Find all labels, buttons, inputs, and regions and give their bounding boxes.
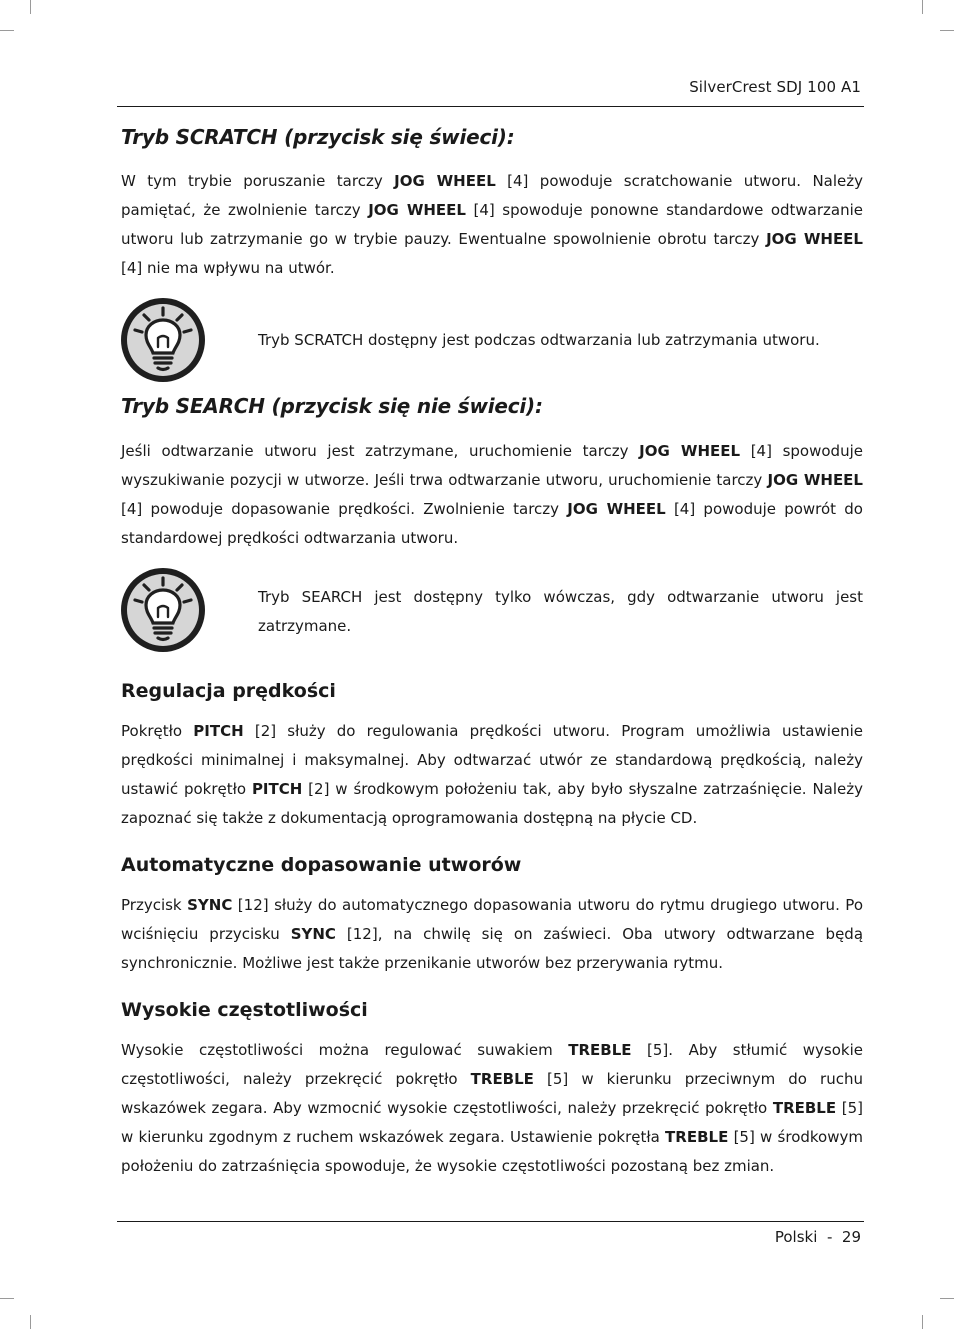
page-content [121, 120, 863, 1181]
crop-mark [940, 30, 954, 31]
footer-rule [117, 1221, 864, 1222]
tip-text-scratch: Tryb SCRATCH dostępny jest podczas odtwarzania lub zatrzymania utworu. [258, 331, 820, 349]
crop-mark [922, 0, 923, 14]
paragraph-treble: Wysokie częstotliwości można regulować suwakiem TREBLE [5]. Aby stłumić wysokie częstotliwości, należy przekręcić pokrętło TREBLE [5] w kierunku przeciwnym do ruchu wskazówek zegara. Aby wzmocnić wysokie częstotliwości, należy przekręcić pokrętło TREBLE [5] w kierunku zgodnym z ruchem wskazówek zegara. Ustawienie pokrętła TREBLE [5] w środkowym położeniu do zatrzaśnięcia spowoduje, że wysokie częstotliwości pozostaną bez zmian. [121, 1041, 863, 1175]
heading-sync: Automatyczne dopasowanie utworów [121, 854, 522, 876]
heading-pitch: Regulacja prędkości [121, 680, 336, 702]
footer-page-number: 29 [841, 1228, 861, 1246]
crop-mark [30, 1315, 31, 1329]
crop-mark [0, 1298, 14, 1299]
paragraph-sync: Przycisk SYNC [12] służy do automatycznego dopasowania utworu do rytmu drugiego utworu. Po wciśnięciu przycisku SYNC [12], na chwilę się on zaświeci. Oba utwory odtwarzane będą synchronicznie. Możliwe jest także przenikanie utworów bez przerywania rytmu. [121, 896, 864, 972]
header-rule [117, 106, 864, 107]
tip-text-search: Tryb SEARCH jest dostępny tylko wówczas, gdy odtwarzanie utworu jest zatrzymane. [258, 588, 863, 635]
subheading-search: Tryb SEARCH (przycisk się nie świeci): [121, 394, 543, 418]
paragraph-scratch: W tym trybie poruszanie tarczy JOG WHEEL [4] powoduje scratchowanie utworu. Należy pamiętać, że zwolnienie tarczy JOG WHEEL [4] spowoduje ponowne standardowe odtwarzanie utworu lub zatrzymanie go w trybie pauzy. Ewentualne spowolnienie obrotu tarczy JOG WHEEL [4] nie ma wpływu na utwór. [121, 172, 863, 277]
subheading-scratch: Tryb SCRATCH (przycisk się świeci): [121, 125, 515, 149]
footer-separator: - [826, 1228, 833, 1246]
crop-mark [922, 1315, 923, 1329]
lightbulb-icon [120, 567, 206, 653]
heading-treble: Wysokie częstotliwości [121, 999, 368, 1021]
footer-language: Polski [774, 1228, 818, 1246]
crop-mark [30, 0, 31, 14]
paragraph-search: Jeśli odtwarzanie utworu jest zatrzymane, uruchomienie tarczy JOG WHEEL [4] spowoduje wyszukiwanie pozycji w utworze. Jeśli trwa odtwarzanie utworu, uruchomienie tarczy JOG WHEEL [4] powoduje dopasowanie prędkości. Zwolnienie tarczy JOG WHEEL [4] powoduje powrót do standardowej prędkości odtwarzania utworu. [121, 442, 863, 547]
paragraph-pitch: Pokrętło PITCH [2] służy do regulowania prędkości utworu. Program umożliwia ustawienie prędkości minimalnej i maksymalnej. Aby odtwarzać utwór ze standardową prędkością, należy ustawić pokrętło PITCH [2] w środkowym położeniu tak, aby było słyszalne zatrzaśnięcie. Należy zapoznać się także z dokumentacją oprogramowania dostępną na płycie CD. [121, 722, 863, 827]
footer-page-label [775, 1228, 861, 1246]
tip-scratch [121, 297, 863, 387]
crop-mark [0, 30, 14, 31]
crop-mark [940, 1298, 954, 1299]
lightbulb-icon [120, 297, 206, 383]
tip-search [121, 567, 863, 657]
header-title: SilverCrest SDJ 100 A1 [689, 78, 861, 96]
